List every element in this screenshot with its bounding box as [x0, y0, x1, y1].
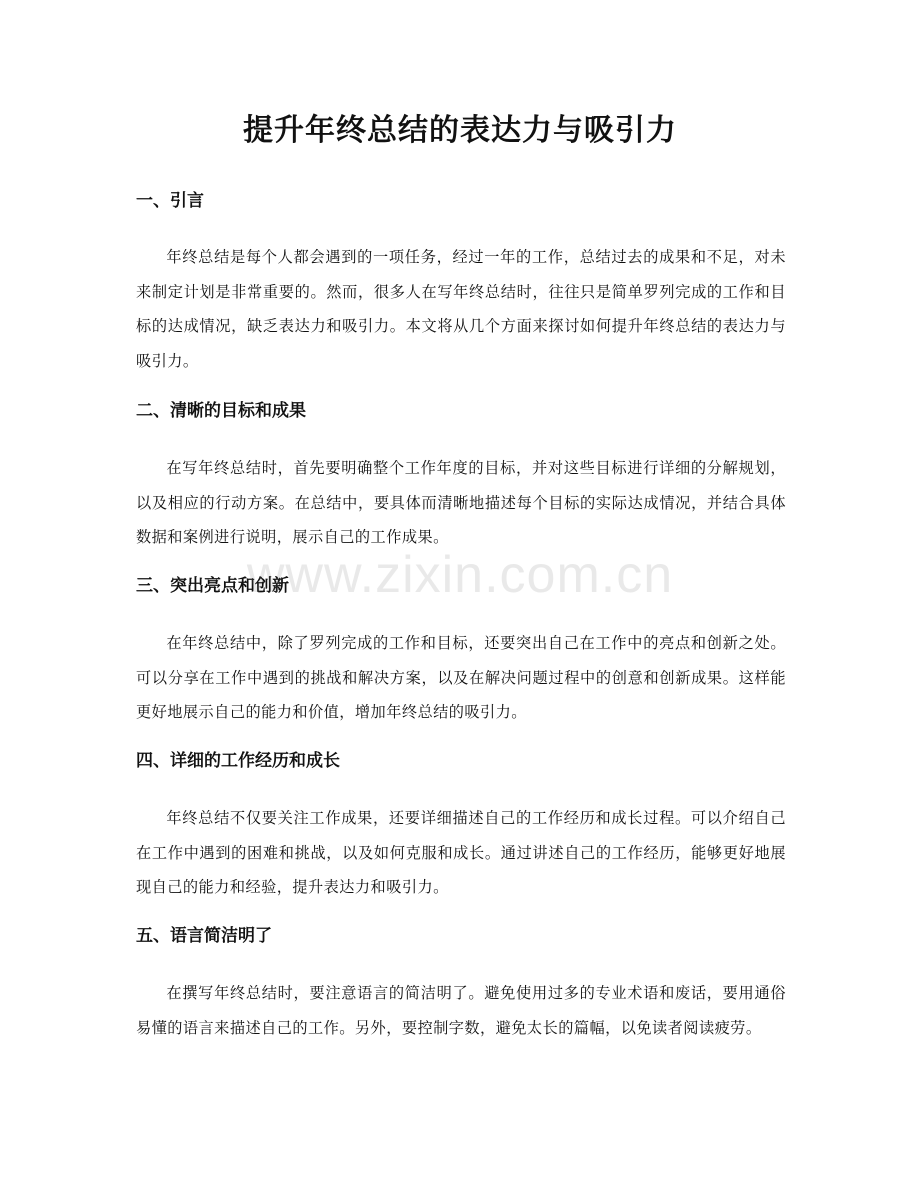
document-body	[136, 186, 786, 1046]
section-paragraph: 在撰写年终总结时，要注意语言的简洁明了。避免使用过多的专业术语和废话，要用通俗易懂的语言来描述自己的工作。另外，要控制字数，避免太长的篇幅，以免读者阅读疲劳。	[136, 984, 786, 1037]
section-heading: 四、详细的工作经历和成长	[136, 751, 340, 772]
section-paragraph: 在年终总结中，除了罗列完成的工作和目标，还要突出自己在工作中的亮点和创新之处。可以分享在工作中遇到的挑战和解决方案，以及在解决问题过程中的创意和创新成果。这样能更好地展示自己的能力和价值，增加年终总结的吸引力。	[136, 633, 786, 722]
section-heading: 五、语言简洁明了	[136, 926, 272, 947]
section-paragraph: 年终总结不仅要关注工作成果，还要详细描述自己的工作经历和成长过程。可以介绍自己在工作中遇到的困难和挑战，以及如何克服和成长。通过讲述自己的工作经历，能够更好地展现自己的能力和经验，提升表达力和吸引力。	[136, 809, 786, 897]
section-paragraph: 年终总结是每个人都会遇到的一项任务，经过一年的工作，总结过去的成果和不足，对未来制定计划是非常重要的。然而，很多人在写年终总结时，往往只是简单罗列完成的工作和目标的达成情况，缺乏表达力和吸引力。本文将从几个方面来探讨如何提升年终总结的表达力与吸引力。	[136, 248, 786, 371]
watermark: www.zixin.com.cn	[246, 546, 674, 604]
section-paragraph: 在写年终总结时，首先要明确整个工作年度的目标，并对这些目标进行详细的分解规划，以及相应的行动方案。在总结中，要具体而清晰地描述每个目标的实际达成情况，并结合具体数据和案例进行说明，展示自己的工作成果。	[136, 458, 786, 547]
section-highlights-innovation	[136, 571, 786, 730]
section-heading: 三、突出亮点和创新	[136, 575, 289, 596]
section-concise-language	[136, 921, 786, 1045]
document-title: 提升年终总结的表达力与吸引力	[243, 113, 677, 148]
section-heading: 二、清晰的目标和成果	[136, 400, 306, 421]
section-heading: 一、引言	[136, 191, 204, 211]
section-goals-results	[136, 396, 786, 555]
section-introduction	[136, 186, 786, 379]
section-experience-growth	[136, 746, 786, 905]
